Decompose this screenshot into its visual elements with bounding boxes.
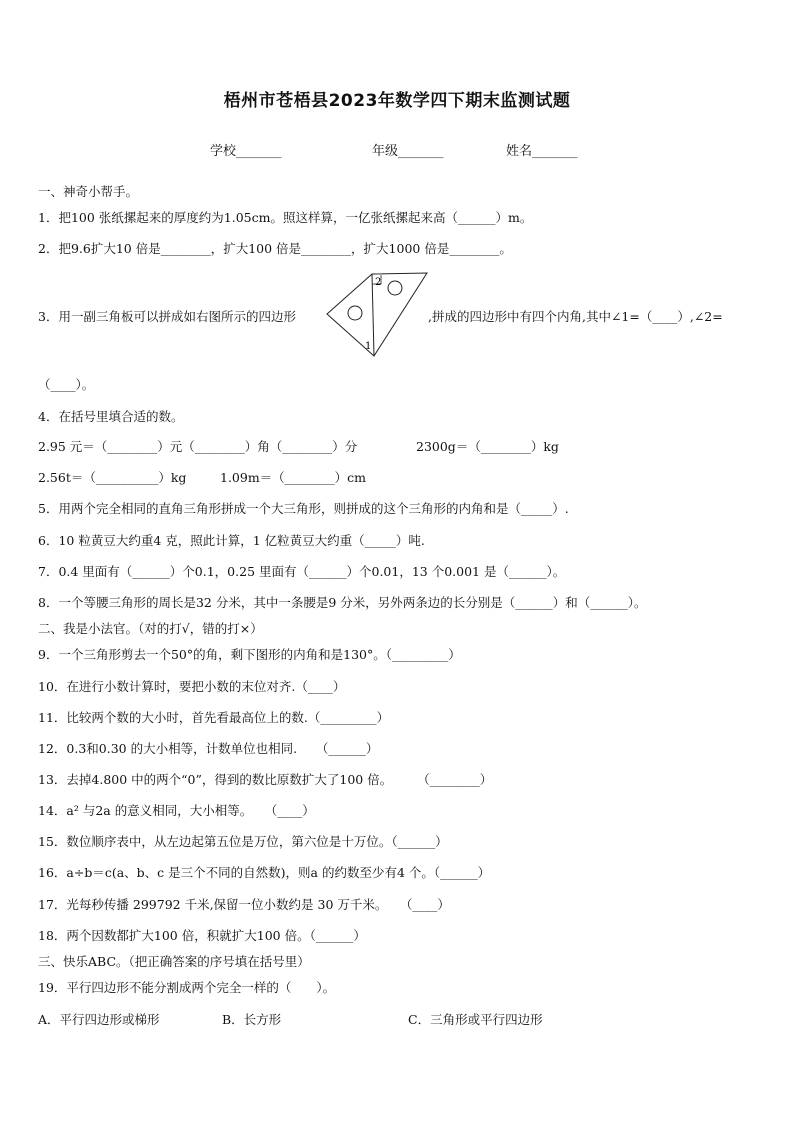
question-4-c: 2.56t＝（__________）kg	[38, 470, 187, 485]
right-triangle-hole	[388, 281, 402, 295]
question-3-part-a: 3．用一副三角板可以拼成如右图所示的四边形	[38, 309, 296, 324]
question-3-part-c: （____）。	[38, 377, 95, 392]
page-title: 梧州市苍梧县2023年数学四下期末监测试题	[223, 91, 571, 111]
question-2: 2．把9.6扩大10 倍是________，扩大100 倍是________，扩大1000 倍是________。	[38, 241, 512, 256]
question-10: 10．在进行小数计算时，要把小数的末位对齐.（____）	[38, 679, 346, 694]
question-7: 7．0.4 里面有（______）个0.1，0.25 里面有（______）个0.01，13 个0.001 是（______）。	[38, 564, 566, 579]
question-8: 8．一个等腰三角形的周长是32 分米，其中一条腰是9 分米，另外两条边的长分别是（______）和（______）。	[38, 595, 647, 610]
question-19-option-a: A．平行四边形或梯形	[38, 1012, 160, 1027]
angle-1-label: 1	[365, 341, 372, 352]
question-1: 1．把100 张纸摞起来的厚度约为1.05cm。照这样算，一亿张纸摞起来高（______）m。	[38, 210, 533, 225]
question-11: 11．比较两个数的大小时，首先看最高位上的数.（_________）	[38, 710, 390, 725]
angle-2-label: 2	[375, 277, 382, 288]
school-field: 学校_______	[210, 144, 282, 159]
question-19: 19．平行四边形不能分割成两个完全一样的（ ）。	[38, 980, 336, 995]
question-9: 9．一个三角形剪去一个50°的角，剩下图形的内角和是130°。（_________）	[38, 647, 461, 662]
question-19-option-b: B．长方形	[222, 1012, 282, 1027]
question-4: 4．在括号里填合适的数。	[38, 409, 184, 424]
section-3-heading: 三、快乐ABC。（把正确答案的序号填在括号里）	[38, 954, 310, 969]
section-2-heading: 二、我是小法官。（对的打√，错的打×）	[38, 621, 263, 636]
name-field: 姓名_______	[506, 144, 578, 159]
question-17: 17．光每秒传播 299792 千米,保留一位小数约是 30 万千米。 （____）	[38, 897, 450, 912]
question-4-d: 1.09m＝（________）cm	[220, 470, 367, 485]
question-6: 6．10 粒黄豆大约重4 克，照此计算，1 亿粒黄豆大约重（_____）吨.	[38, 533, 425, 548]
question-5: 5．用两个完全相同的直角三角形拼成一个大三角形，则拼成的这个三角形的内角和是（_____）.	[38, 501, 569, 516]
question-14: 14．a² 与2a 的意义相同，大小相等。 （____）	[38, 803, 315, 818]
question-4-b: 2300g＝（________）kg	[416, 439, 559, 454]
question-4-a: 2.95 元＝（________）元（________）角（________）分	[38, 439, 358, 454]
grade-field: 年级_______	[372, 144, 444, 159]
diagonal-line	[372, 274, 374, 356]
question-12: 12．0.3和0.30 的大小相等，计数单位也相同. （______）	[38, 741, 379, 756]
quadrilateral-figure	[326, 270, 430, 358]
question-19-option-c: C．三角形或平行四边形	[408, 1012, 543, 1027]
question-18: 18．两个因数都扩大100 倍，积就扩大100 倍。（______）	[38, 928, 366, 943]
question-3-part-b: ,拼成的四边形中有四个内角,其中∠1=（____）,∠2=	[428, 309, 723, 324]
question-15: 15．数位顺序表中，从左边起第五位是万位，第六位是十万位。（______）	[38, 834, 448, 849]
question-13: 13．去掉4.800 中的两个“0”，得到的数比原数扩大了100 倍。 （________）	[38, 772, 493, 787]
section-1-heading: 一、神奇小帮手。	[38, 184, 139, 199]
question-16: 16．a÷b＝c(a、b、c 是三个不同的自然数)，则a 的约数至少有4 个。（______）	[38, 865, 491, 880]
left-triangle-hole	[348, 306, 362, 320]
